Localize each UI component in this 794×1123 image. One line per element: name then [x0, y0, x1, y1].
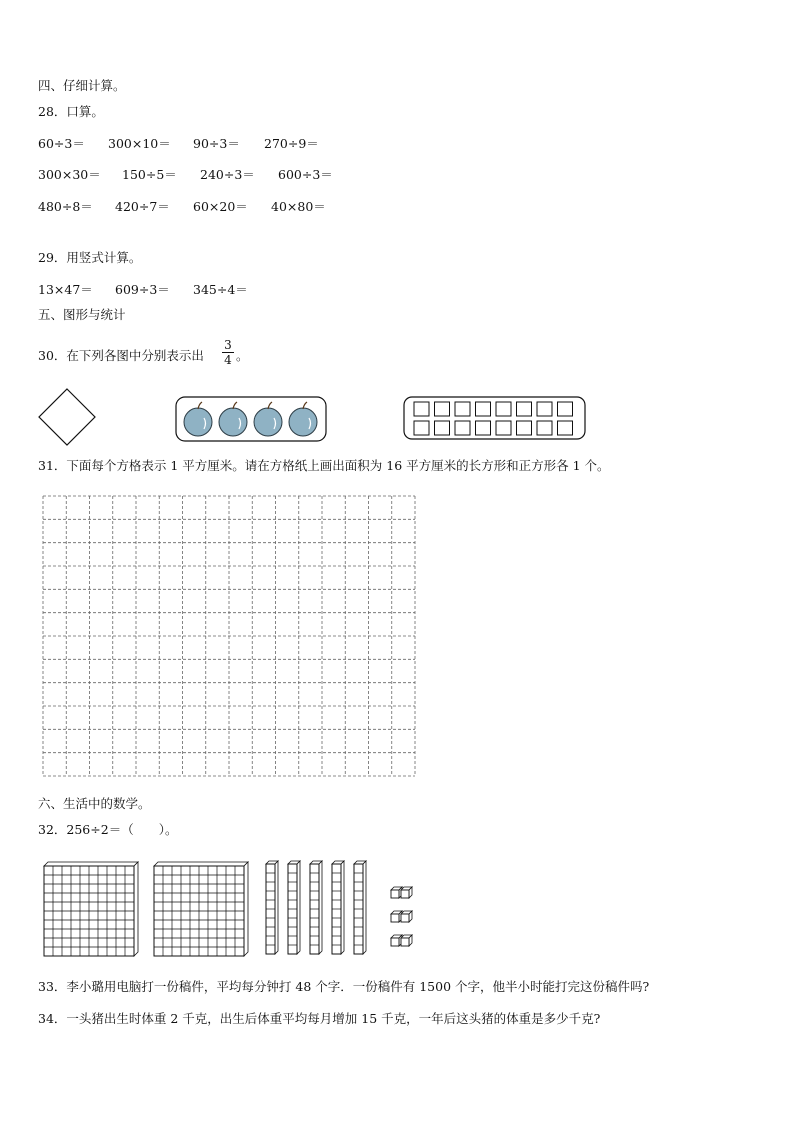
hundred-flat-icon	[154, 862, 248, 956]
oral-calc-item: 150÷5＝	[122, 167, 177, 182]
unit-cube-icon	[401, 935, 412, 946]
unit-cube-icon	[391, 935, 402, 946]
fraction-three-quarters	[222, 339, 234, 366]
ten-rod-icon	[354, 861, 366, 954]
oral-calc-item: 240÷3＝	[200, 167, 255, 182]
unit-cube-icon	[391, 911, 402, 922]
ten-rod-icon	[310, 861, 322, 954]
oral-calc-item: 270÷9＝	[264, 136, 319, 151]
small-square	[558, 421, 573, 435]
small-square	[476, 402, 491, 416]
small-square	[496, 402, 511, 416]
apples-box[interactable]	[175, 396, 327, 444]
vertical-calc-item: 345÷4＝	[193, 282, 248, 297]
oral-calc-item: 90÷3＝	[193, 136, 240, 151]
vertical-calc-item: 13×47＝	[38, 282, 93, 297]
square-grid-paper[interactable]	[42, 495, 417, 777]
vertical-calc-item: 609÷3＝	[115, 282, 170, 297]
question-29-label: 29．用竖式计算。	[38, 250, 142, 265]
small-square	[414, 421, 429, 435]
small-square	[517, 402, 532, 416]
small-square	[455, 421, 470, 435]
oral-calc-item: 300×10＝	[108, 136, 171, 151]
question-28-label: 28．口算。	[38, 104, 104, 119]
hundred-flat-icon	[44, 862, 138, 956]
oral-calc-item: 420÷7＝	[115, 199, 170, 214]
unit-cube-icon	[401, 911, 412, 922]
question-30-suffix: 。	[236, 348, 249, 363]
squares-box[interactable]	[403, 396, 587, 442]
small-square	[414, 402, 429, 416]
question-31-label: 31．下面每个方格表示 1 平方厘米。请在方格纸上画出面积为 16 平方厘米的长方形和正方形各 1 个。	[38, 458, 610, 473]
small-square	[435, 402, 450, 416]
oral-calc-item: 600÷3＝	[278, 167, 333, 182]
oral-calc-item: 480÷8＝	[38, 199, 93, 214]
small-square	[537, 421, 552, 435]
small-square	[496, 421, 511, 435]
apple-icon	[219, 402, 247, 436]
oral-calc-item: 60÷3＝	[38, 136, 85, 151]
question-30-label	[38, 348, 204, 364]
small-square	[476, 421, 491, 435]
question-30-text: 30．在下列各图中分别表示出	[38, 348, 204, 363]
question-34-label: 34．一头猪出生时体重 2 千克，出生后体重平均每月增加 15 千克，一年后这头猪的体重是多少千克?	[38, 1011, 601, 1026]
section-4-title: 四、仔细计算。	[38, 78, 126, 93]
apple-icon	[184, 402, 212, 436]
small-square	[517, 421, 532, 435]
base-ten-blocks	[40, 858, 440, 958]
small-square	[455, 402, 470, 416]
diamond-shape[interactable]	[38, 388, 98, 448]
ten-rod-icon	[288, 861, 300, 954]
small-square	[537, 402, 552, 416]
section-5-title: 五、图形与统计	[38, 307, 126, 322]
fraction-denominator: 4	[224, 353, 232, 367]
question-33-label: 33．李小璐用电脑打一份稿件，平均每分钟打 48 个字．一份稿件有 1500 个字，他半小时能打完这份稿件吗?	[38, 979, 650, 994]
oral-calc-item: 40×80＝	[271, 199, 326, 214]
small-square	[435, 421, 450, 435]
oral-calc-item: 300×30＝	[38, 167, 101, 182]
apple-icon	[254, 402, 282, 436]
apple-icon	[289, 402, 317, 436]
question-32-label: 32．256÷2＝（ ）。	[38, 822, 178, 837]
unit-cube-icon	[391, 887, 402, 898]
small-square	[558, 402, 573, 416]
fraction-numerator: 3	[224, 338, 232, 352]
ten-rod-icon	[332, 861, 344, 954]
section-6-title: 六、生活中的数学。	[38, 796, 151, 811]
unit-cube-icon	[401, 887, 412, 898]
ten-rod-icon	[266, 861, 278, 954]
oral-calc-item: 60×20＝	[193, 199, 248, 214]
